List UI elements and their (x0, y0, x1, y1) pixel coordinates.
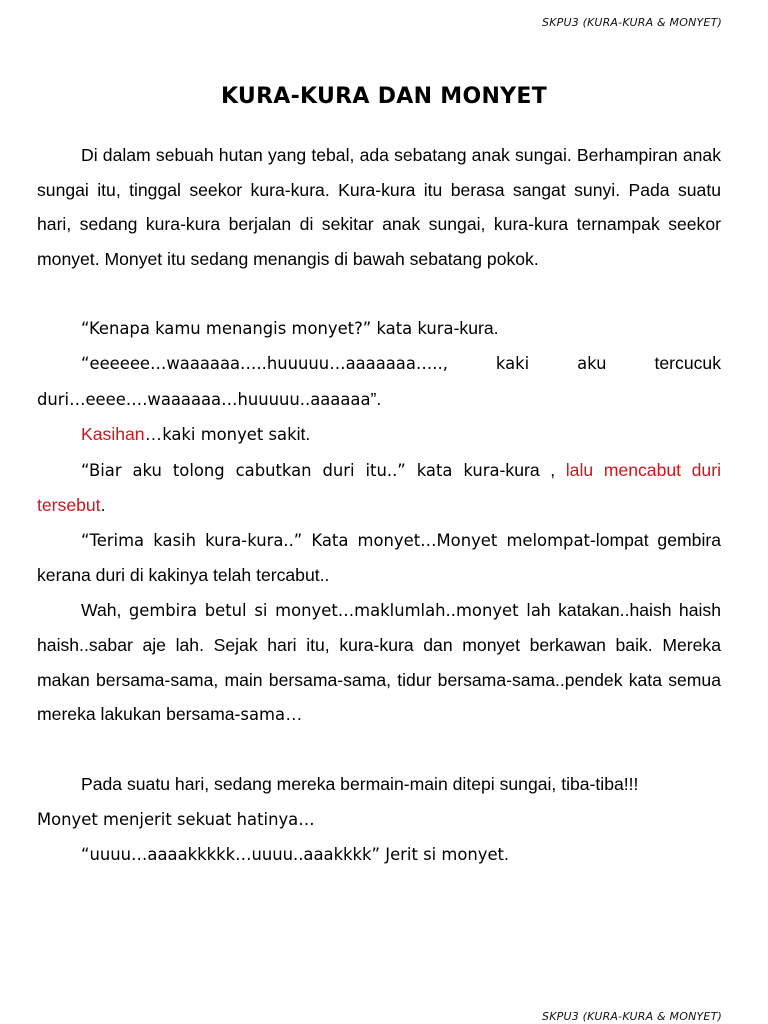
biar-text: “Biar aku tolong cabutkan duri itu..” kata kura (81, 460, 500, 480)
jerit-text-end: . (503, 844, 509, 864)
paragraph-dialogue-terima-kasih (37, 523, 721, 593)
cry-text-end: ”. (370, 388, 382, 409)
cry-word-aku: aku (577, 354, 607, 373)
biar-text-end: . (100, 495, 106, 515)
paragraph-jerit (37, 837, 721, 873)
wah-text-end: … (285, 704, 303, 724)
terima-kasih-text: “Terima kasih kura-kura..” Kata monyet…Monyet melompat (81, 530, 590, 550)
running-header: SKPU3 (KURA-KURA & MONYET) (542, 16, 722, 29)
paragraph-suatu-hari: Pada suatu hari, sedang mereka bermain-main ditepi sungai, tiba-tiba!!! (81, 774, 639, 794)
kasihan-word: Kasihan (81, 424, 145, 444)
wah-word: Wah, (81, 599, 122, 620)
story-title: KURA-KURA DAN MONYET (220, 84, 548, 109)
cry-word-tercucuk: tercucuk (654, 353, 721, 373)
jerit-text: “uuuu…aaaakkkkk…uuuu..aaakkkk” Jerit si monyet (81, 845, 504, 864)
paragraph-wah (37, 593, 721, 733)
paragraph-menjerit (37, 802, 721, 838)
dialogue-text-tail: -kura. (453, 317, 499, 338)
biar-text-tail: -kura , (499, 459, 556, 480)
paragraph-dialogue-cry-line1 (37, 346, 721, 382)
paragraph-dialogue-cry-line2 (37, 382, 721, 418)
kasihan-text: kaki monyet sak (162, 425, 297, 444)
cry-text-cont: duri…eeee….waaaaaa…huuuuu..aaaaaa (37, 389, 371, 409)
kasihan-text-tail: it. (296, 424, 311, 444)
cry-word-kaki: kaki (495, 354, 530, 373)
story-body (37, 138, 721, 873)
paragraph-gap (37, 276, 721, 311)
paragraph-dialogue-kenapa (37, 311, 721, 347)
terima-kasih-tail: -lompat gembira kerana duri di kakinya telah tercabut.. (37, 529, 721, 585)
wah-text: gembira betul si monyet…maklumlah..monyet la (128, 600, 541, 620)
menjerit-text: Monyet menjerit sekuat hatinya… (37, 809, 315, 829)
paragraph-intro: Di dalam sebuah hutan yang tebal, ada sebatang anak sungai. Berhampiran anak sungai itu, tinggal seekor kura-kura. Kura-kura itu berasa sangat sunyi. Pada suatu hari, sedang kura-kura berjalan di sekitar anak sungai, kura-kura ternampak seekor monyet. Monyet itu sedang menangis di bawah sebatang pokok. (37, 145, 721, 269)
running-footer: SKPU3 (KURA-KURA & MONYET) (542, 1010, 722, 1023)
dialogue-text: “Kenapa kamu menangis monyet?” kata kura (81, 318, 454, 338)
cry-text: “eeeeee…waaaaaa…..huuuuu…aaaaaaa….., (81, 354, 448, 373)
paragraph-kasihan (37, 417, 721, 453)
paragraph-dialogue-biar (37, 453, 721, 523)
ellipsis: … (144, 424, 163, 444)
wah-text-cont: h katakan..haish haish haish..sabar aje lah. Sejak hari itu, kura-kura dan monyet berkawan baik. Mereka makan bersama-sama, main bersama-sama, tidur bersama-sama..pendek kata semua mereka lakukan bersama- (37, 599, 721, 724)
paragraph-gap (37, 733, 721, 768)
sama-word: sama (240, 705, 286, 724)
mencabut-highlight: lalu mencabut duri tersebut (37, 459, 721, 515)
